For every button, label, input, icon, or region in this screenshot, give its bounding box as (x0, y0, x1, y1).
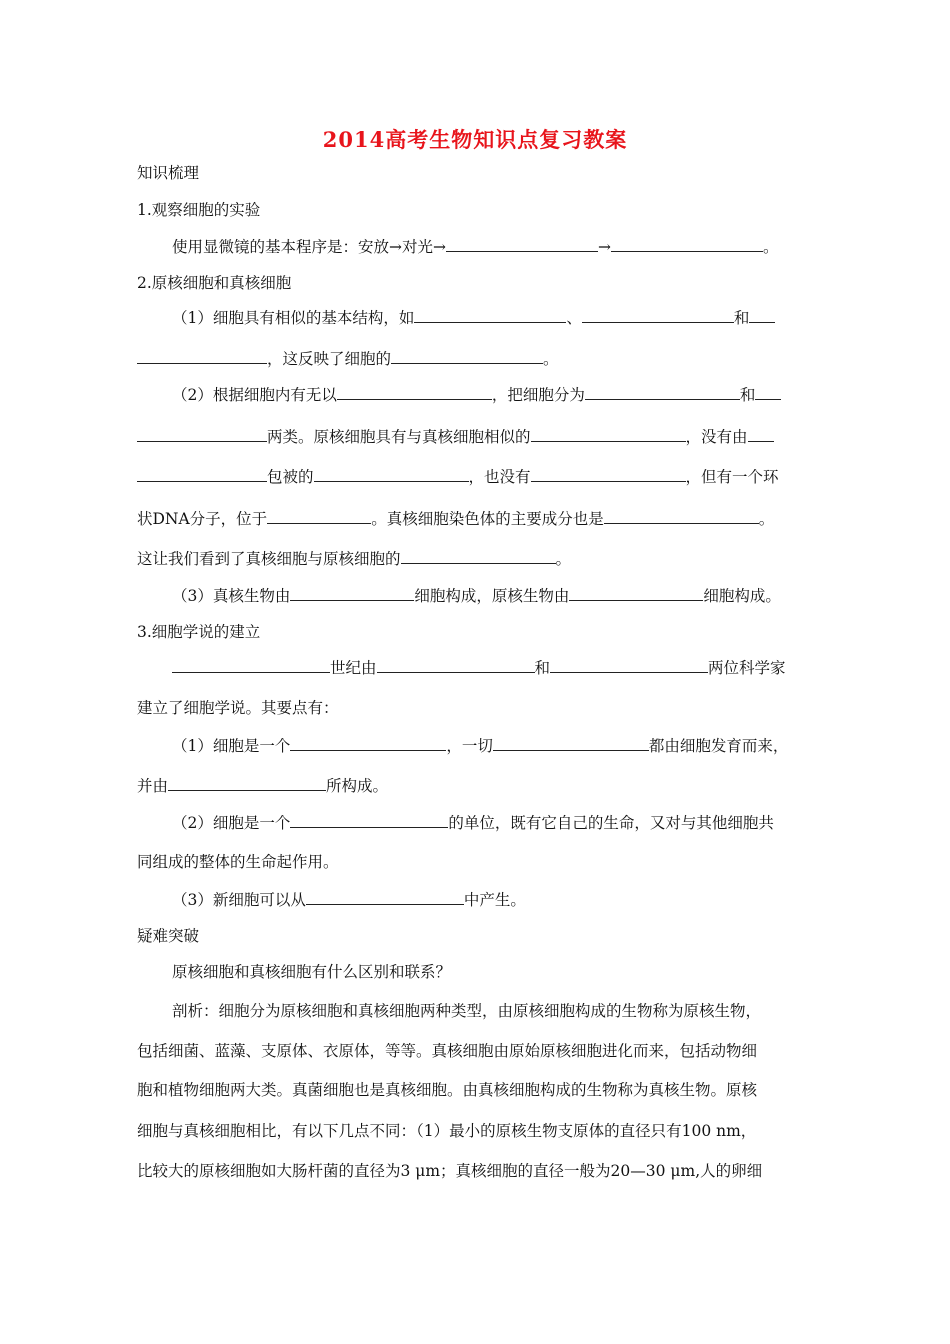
text-segment: （1）细胞具有相似的基本结构，如 (172, 309, 415, 327)
analysis-line: 比较大的原核细胞如大肠杆菌的直径为3 μm；真核细胞的直径一般为20—30 μm,人的卵细 (137, 1162, 763, 1180)
text-segment: ，也没有 (468, 468, 531, 486)
text-segment: ，但有一个环 (685, 468, 779, 486)
answer-blank[interactable] (531, 426, 686, 442)
text-segment: 都由细胞发育而来， (648, 737, 789, 755)
answer-blank[interactable] (172, 657, 330, 673)
text-segment: 世纪由 (330, 659, 377, 677)
text-segment: 和 (733, 309, 750, 327)
text-segment: （2）细胞是一个 (172, 814, 291, 832)
paragraph-line (137, 508, 774, 530)
paragraph-line (172, 384, 781, 406)
answer-blank[interactable] (137, 466, 267, 482)
paragraph-line (137, 466, 779, 488)
analysis-line: 胞和植物细胞两大类。真菌细胞也是真核细胞。由真核细胞构成的生物称为真核生物。原核 (137, 1081, 758, 1099)
text-segment: （3）真核生物由 (172, 587, 291, 605)
text-segment: 所构成。 (326, 777, 389, 795)
answer-blank[interactable] (414, 307, 566, 323)
answer-blank[interactable] (531, 466, 686, 482)
document-title: 2014高考生物知识点复习教案 (322, 127, 628, 152)
section-difficulty-heading: 疑难突破 (137, 927, 200, 945)
answer-blank[interactable] (337, 384, 492, 400)
text-segment: 、 (566, 309, 582, 327)
answer-blank[interactable] (755, 384, 781, 400)
text-segment: ，没有由 (685, 428, 748, 446)
analysis-line: 细胞与真核细胞相比，有以下几点不同：（1）最小的原核生物支原体的直径只有100 nm， (137, 1122, 757, 1140)
analysis-line: 包括细菌、蓝藻、支原体、衣原体，等等。真核细胞由原始原核细胞进化而来，包括动物细 (137, 1042, 758, 1060)
text-segment: 两类。原核细胞具有与真核细胞相似的 (267, 428, 531, 446)
text-segment: 并由 (137, 777, 169, 795)
answer-blank[interactable] (290, 585, 414, 601)
section-3-heading: 3.细胞学说的建立 (137, 623, 261, 641)
paragraph-line (172, 585, 781, 607)
answer-blank[interactable] (446, 236, 598, 252)
section-1-heading: 1.观察细胞的实验 (137, 201, 261, 219)
text-segment: ，一切 (446, 737, 493, 755)
text-segment: 细胞构成，原核生物由 (414, 587, 570, 605)
text-segment: 两位科学家 (708, 659, 786, 677)
answer-blank[interactable] (401, 548, 556, 564)
answer-blank[interactable] (493, 735, 649, 751)
answer-blank[interactable] (569, 585, 703, 601)
text-segment: 。 (543, 350, 559, 368)
answer-blank[interactable] (377, 657, 535, 673)
analysis-line: 剖析：细胞分为原核细胞和真核细胞两种类型，由原核细胞构成的生物称为原核生物， (172, 1002, 762, 1020)
question-line: 原核细胞和真核细胞有什么区别和联系？ (172, 963, 452, 981)
text-segment: 和 (739, 386, 756, 404)
answer-blank[interactable] (137, 426, 267, 442)
text-segment: 细胞构成。 (703, 587, 781, 605)
answer-blank[interactable] (749, 307, 775, 323)
text-segment: 中产生。 (463, 891, 526, 909)
paragraph-line (172, 889, 526, 911)
text-segment: 状DNA分子，位于 (137, 510, 268, 528)
text-segment: 的单位，既有它自己的生命，又对与其他细胞共 (448, 814, 774, 832)
answer-blank[interactable] (748, 426, 774, 442)
text-segment: （1）细胞是一个 (172, 737, 291, 755)
text-segment: ，这反映了细胞的 (267, 350, 392, 368)
answer-blank[interactable] (290, 812, 448, 828)
paragraph-line (172, 735, 788, 757)
section-2-heading: 2.原核细胞和真核细胞 (137, 274, 292, 292)
text-segment: 。 (555, 550, 572, 568)
paragraph-line (137, 426, 774, 448)
text-segment: 和 (534, 659, 551, 677)
text-segment: 。真核细胞染色体的主要成分也是 (371, 510, 604, 528)
text-segment: （2）根据细胞内有无以 (172, 386, 337, 404)
answer-blank[interactable] (604, 508, 759, 524)
answer-blank[interactable] (611, 236, 763, 252)
answer-blank[interactable] (267, 508, 371, 524)
paragraph-line (172, 812, 774, 834)
answer-blank[interactable] (306, 889, 464, 905)
paragraph-line: 同组成的整体的生命起作用。 (137, 853, 339, 871)
answer-blank[interactable] (137, 348, 267, 364)
text-segment: 使用显微镜的基本程序是：安放→对光→ (172, 238, 446, 256)
paragraph-line (172, 657, 786, 679)
text-segment: 。 (762, 238, 779, 256)
answer-blank[interactable] (585, 384, 740, 400)
paragraph-line (137, 348, 559, 370)
text-segment: 。 (758, 510, 775, 528)
answer-blank[interactable] (391, 348, 543, 364)
text-segment: 这让我们看到了真核细胞与原核细胞的 (137, 550, 401, 568)
answer-blank[interactable] (582, 307, 734, 323)
paragraph-line (137, 548, 571, 570)
answer-blank[interactable] (550, 657, 708, 673)
paragraph-line (137, 775, 388, 797)
answer-blank[interactable] (168, 775, 326, 791)
section-knowledge-review: 知识梳理 (137, 164, 200, 182)
text-segment: ，把细胞分为 (491, 386, 585, 404)
paragraph-line (172, 307, 775, 329)
paragraph-line (172, 236, 779, 258)
answer-blank[interactable] (314, 466, 469, 482)
answer-blank[interactable] (290, 735, 446, 751)
paragraph-line: 建立了细胞学说。其要点有： (137, 699, 339, 717)
text-segment: （3）新细胞可以从 (172, 891, 306, 909)
text-segment: → (597, 238, 611, 256)
text-segment: 包被的 (267, 468, 314, 486)
